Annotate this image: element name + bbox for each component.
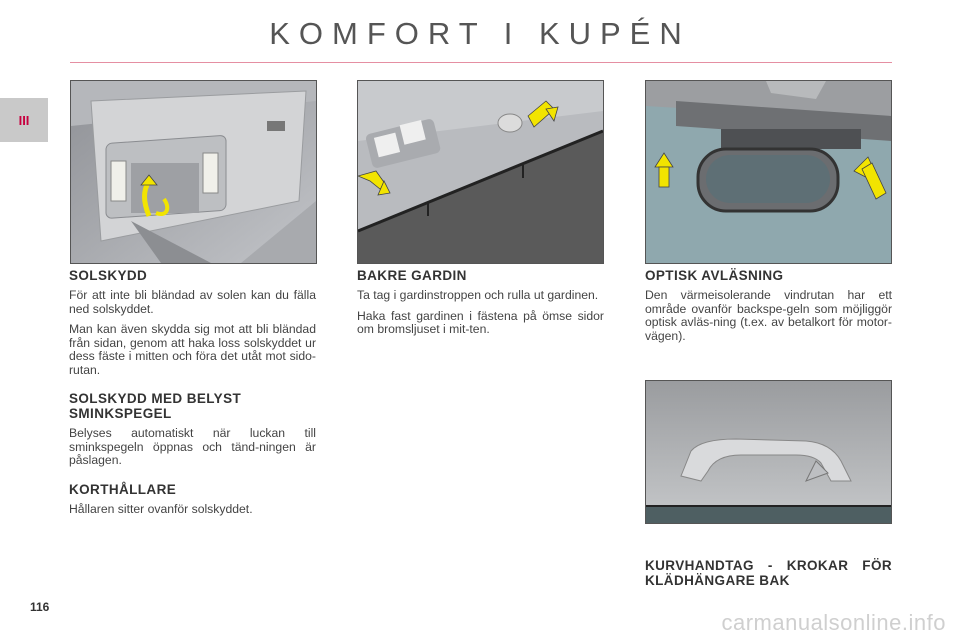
section-heading: SOLSKYDD [69, 268, 148, 283]
sun-visor-section [69, 268, 316, 377]
section-heading: SOLSKYDD MED BELYST SMINKSPEGEL [69, 391, 242, 421]
section-heading: OPTISK AVLÄSNING [645, 268, 784, 283]
grab-handle-photo [645, 380, 892, 524]
paragraph: För att inte bli bländad av solen kan du fälla ned solskyddet. [69, 288, 316, 316]
rearview-mirror-photo [645, 80, 892, 264]
card-holder-section [69, 482, 316, 517]
watermark: carmanualsonline.info [721, 610, 946, 635]
sun-visor-photo [70, 80, 317, 264]
section-heading: KORTHÅLLARE [69, 481, 177, 497]
section-heading: KURVHANDTAG - KROKAR FÖR KLÄDHÄNGARE BAK [645, 558, 892, 588]
section-heading: BAKRE GARDIN [357, 268, 467, 283]
paragraph: Man kan även skydda sig mot att bli bländad från sidan, genom att haka loss solskyddet ur dess fäste i mitten och föra det utåt mot sido-rutan. [69, 322, 316, 377]
paragraph: Belyses automatiskt när luckan till sminkspegeln öppnas och tänd-ningen är påslagen. [69, 426, 316, 467]
paragraph: Ta tag i gardinstroppen och rulla ut gardinen. [357, 288, 599, 302]
paragraph: Den värmeisolerande vindrutan har ett område ovanför backspe-geln som möjliggör optisk avläs-ning (t.ex. av betalkort för motor-vägen). [645, 288, 892, 343]
title-divider [70, 62, 892, 63]
paragraph: Hållaren sitter ovanför solskyddet. [69, 501, 253, 516]
right-text-column [645, 268, 892, 350]
left-text-column [69, 268, 316, 530]
chapter-tab[interactable]: III [0, 98, 48, 142]
vanity-mirror-section [69, 391, 316, 468]
middle-text-column [357, 268, 604, 344]
grab-handle-caption [645, 558, 892, 594]
rear-curtain-photo [357, 80, 604, 264]
paragraph: Haka fast gardinen i fästena på ömse sidor om bromsljuset i mit-ten. [357, 308, 604, 336]
page-number: 116 [30, 600, 50, 614]
page-title: KOMFORT I KUPÉN [269, 16, 691, 51]
